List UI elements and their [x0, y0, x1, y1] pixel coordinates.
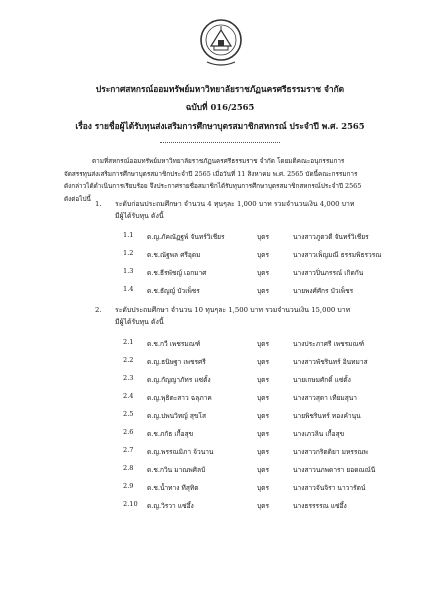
recipient-list	[123, 335, 423, 515]
child-name: ด.ญ.กัญญาภัทร แซ่ตั้ง	[147, 376, 211, 384]
parent-name: นางสาวเพ็ญมณี ธรรมพิธรวรณ	[293, 251, 382, 259]
list-item	[123, 353, 423, 371]
child-name: ด.ช.ภกัธ เกื้อสุข	[147, 430, 194, 438]
item-number: 2.9	[123, 482, 134, 490]
child-name: ด.ญ.ภัคณัฏฐพ์ จันทร์วิเชียร	[147, 233, 225, 241]
child-name: ด.ญ.ปพนวิทญ์ สุขโส	[147, 412, 206, 420]
relation: บุตร	[257, 340, 270, 348]
list-item	[123, 443, 423, 461]
parent-name: นางประภาศรี เพชรมณฑ์	[293, 340, 365, 348]
relation: บุตร	[257, 233, 270, 241]
child-name: ด.ญ.พุธิตะสาว ฉลุภาค	[147, 394, 212, 402]
list-item	[123, 335, 423, 353]
item-number: 1.2	[123, 249, 134, 257]
relation: บุตร	[257, 484, 270, 492]
parent-name: นางสาวพัชรินทร์ อินทมาส	[293, 358, 368, 366]
list-item	[123, 282, 423, 300]
parent-name: นางธรรรรณ แซ่อึ้ง	[293, 502, 347, 510]
section-subheading: มีผู้ได้รับทุน ดังนี้	[115, 212, 164, 220]
list-item	[123, 371, 423, 389]
list-item	[123, 479, 423, 497]
item-number: 1.4	[123, 285, 134, 293]
parent-name: นางสาวสุดา เทียมสุนา	[293, 394, 358, 402]
child-name: ด.ช.ณัฐพล ศรีอุดม	[147, 251, 201, 259]
relation: บุตร	[257, 448, 270, 456]
relation: บุตร	[257, 287, 270, 295]
section-subheading: มีผู้ได้รับทุน ดังนี้	[115, 318, 164, 326]
child-name: ด.ช.ธีรพัชญ์ เอกมาศ	[147, 269, 207, 277]
cooperative-seal-logo	[199, 18, 243, 72]
title-divider	[160, 142, 280, 143]
item-number: 2.2	[123, 356, 134, 364]
section-heading	[95, 198, 395, 222]
relation: บุตร	[257, 430, 270, 438]
relation: บุตร	[257, 466, 270, 474]
intro-line: จัดสรรทุนส่งเสริมการศึกษาบุตรสมาชิกประจำปี 2565 เมื่อวันที่ 11 สิงหาคม พ.ศ. 2565 บัดนี้คณะกรรมการ	[64, 169, 358, 178]
parent-name: นางสาวจันจิรา นาวารัตน์	[293, 484, 366, 492]
parent-name: นายเกษมศักดิ์ แซ่ตั้ง	[293, 376, 351, 384]
relation: บุตร	[257, 358, 270, 366]
section-description: ระดับก่อนประถมศึกษา จำนวน 4 ทุนๆละ 1,000 บาท รวมจำนวนเงิน 4,000 บาท	[115, 200, 355, 208]
child-name: ด.ญ.พรรณมิภา จ้วนาน	[147, 448, 214, 456]
item-number: 2.10	[123, 500, 138, 508]
relation: บุตร	[257, 251, 270, 259]
announcement-number: ฉบับที่ 016/2565	[185, 102, 255, 112]
section-number: 1.	[95, 200, 102, 208]
announcement-subject: เรื่อง รายชื่อผู้ได้รับทุนส่งเสริมการศึกษาบุตรสมาชิกสหกรณ์ ประจำปี พ.ศ. 2565	[75, 121, 365, 131]
child-name: ด.ช.กวิน มาณพศิลป์	[147, 466, 206, 474]
relation: บุตร	[257, 376, 270, 384]
item-number: 2.5	[123, 410, 134, 418]
parent-name: นางสาวนภพดารา ยอดณณ์นี	[293, 466, 376, 474]
list-item	[123, 264, 423, 282]
intro-line: ดังกล่าวได้ดำเนินการเรียบร้อย จึงประกาศรายชื่อสมาชิกได้รับทุนการศึกษาบุตรสมาชิกสหกรณ์ประจำปี 2565	[64, 182, 362, 190]
list-item	[123, 497, 423, 515]
item-number: 2.4	[123, 392, 134, 400]
list-item	[123, 461, 423, 479]
parent-name: นางสาวกริตติยา มหรรณพ	[293, 448, 368, 456]
parent-name: นายพงศ์ศักร บัวเพ็ชร	[293, 287, 354, 295]
item-number: 2.7	[123, 446, 134, 454]
item-number: 1.3	[123, 267, 134, 275]
recipient-list	[123, 228, 423, 300]
section-number: 2.	[95, 306, 102, 314]
relation: บุตร	[257, 394, 270, 402]
section-description: ระดับประถมศึกษา จำนวน 10 ทุนๆละ 1,500 บาท รวมจำนวนเงิน 15,000 บาท	[115, 306, 351, 314]
item-number: 1.1	[123, 231, 134, 239]
parent-name: นางสาวภูตวดี จันทร์วิเชียร	[293, 233, 369, 241]
intro-line: ตามที่สหกรณ์ออมทรัพย์มหาวิทยาลัยราชภัฏนครศรีธรรมราช จำกัด โดยมติคณะอนุกรรมการ	[92, 157, 345, 165]
child-name: ด.ช.น้ำทาง ทีสุทิต	[147, 484, 199, 492]
announcement-title: ประกาศสหกรณ์ออมทรัพย์มหาวิทยาลัยราชภัฏนครศรีธรรมราช จำกัด	[95, 84, 345, 94]
parent-name: นายพิชรินทร์ ทองคำนุน	[293, 412, 361, 420]
child-name: ด.ญ.ธนิษฐา เพชรศรี	[147, 358, 206, 366]
list-item	[123, 389, 423, 407]
relation: บุตร	[257, 412, 270, 420]
item-number: 2.8	[123, 464, 134, 472]
item-number: 2.3	[123, 374, 134, 382]
list-item	[123, 407, 423, 425]
relation: บุตร	[257, 502, 270, 510]
child-name: ด.ญ.วิรวา แซ่อึ้ง	[147, 502, 194, 510]
list-item	[123, 246, 423, 264]
item-number: 2.1	[123, 338, 134, 346]
item-number: 2.6	[123, 428, 134, 436]
relation: บุตร	[257, 269, 270, 277]
child-name: ด.ช.ธัญญ์ บัวเพ็ชร	[147, 287, 200, 295]
child-name: ด.ช.กวี เพชรมณฑ์	[147, 340, 201, 348]
intro-line: ดังต่อไปนี้	[64, 194, 91, 203]
parent-name: นางเภวลิน เกื้อสุข	[293, 430, 345, 438]
parent-name: นางสาวปิ่นภรรณ์ เกิดกัน	[293, 269, 364, 277]
section-heading	[95, 304, 395, 328]
list-item	[123, 425, 423, 443]
list-item	[123, 228, 423, 246]
